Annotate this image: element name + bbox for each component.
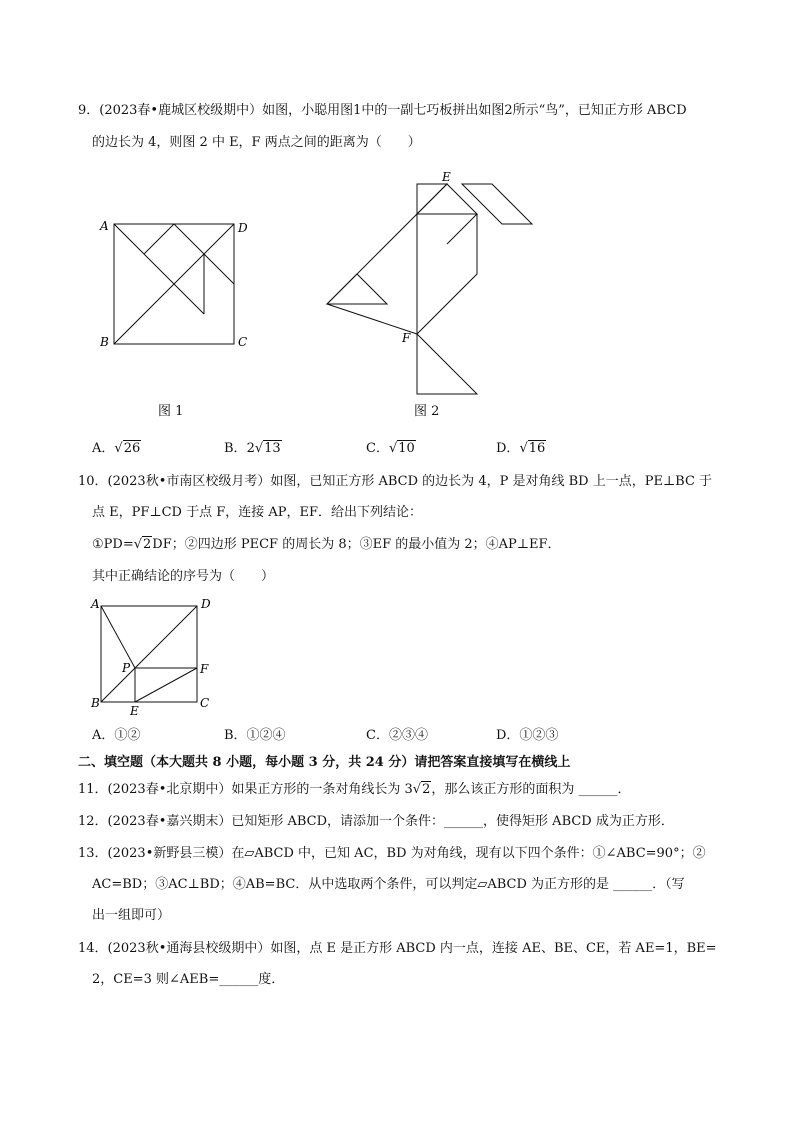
fig1-label-D: D — [238, 221, 248, 235]
q10-segment-ap — [101, 606, 135, 668]
q11-line: 11．(2023春•北京期中）如果正方形的一条对角线长为 3√2，那么该正方形的面积为 ______． — [78, 782, 631, 797]
q13-line3: 出一组即可） — [92, 908, 171, 923]
fig2-label-E: E — [442, 170, 451, 184]
q13-line2: AC=BD；③AC⊥BD；④AB=BC．从中选取两个条件，可以判定▱ABCD 为正方形的是 ______．（写 — [92, 877, 685, 892]
q13-line1: 13．(2023•新野县三模）在▱ABCD 中，已知 AC，BD 为对角线，现有以下四个条件：①∠ABC=90°；② — [78, 846, 706, 861]
q10-figure — [86, 596, 216, 718]
fig2-label-F: F — [402, 331, 411, 345]
q9-option-a: A．√26 — [92, 441, 141, 456]
q10-label-D: D — [201, 597, 211, 611]
q10-label-P: P — [122, 661, 131, 675]
q14-line1: 14．(2023秋•通海县校级期中）如图，点 E 是正方形 ABCD 内一点，连接 AE、BE、CE，若 AE=1，BE= — [78, 941, 717, 956]
q9-option-b: B．2√13 — [224, 441, 281, 456]
q9-option-d: D．√16 — [496, 441, 546, 456]
q10-line3: ①PD=√2DF；②四边形 PECF 的周长为 8；③EF 的最小值为 2；④AP⊥EF． — [92, 537, 561, 552]
q10-label-B: B — [91, 696, 100, 710]
q10-diagonal-bd — [101, 606, 197, 702]
q10-line2: 点 E，PF⊥CD 于点 F，连接 AP，EF．给出下列结论： — [92, 505, 423, 520]
q9-figure-1-caption: 图 1 — [158, 404, 184, 419]
fig1-label-B: B — [100, 335, 109, 349]
q14-line2: 2，CE=3 则∠AEB=______度． — [92, 972, 285, 987]
q10-option-b: B．①②④ — [224, 728, 286, 743]
q10-label-E: E — [130, 704, 139, 718]
q10-label-C: C — [200, 696, 210, 710]
q10-label-F: F — [200, 662, 209, 676]
q10-label-A: A — [91, 597, 100, 611]
q10-line4: 其中正确结论的序号为（ ） — [92, 569, 275, 584]
q9-line1: 9．(2023春•鹿城区校级期中）如图，小聪用图1中的一副七巧板拼出如图2所示“鸟”，已知正方形 ABCD — [78, 103, 687, 118]
fig1-label-C: C — [238, 335, 248, 349]
section-2-heading: 二、填空题（本大题共 8 小题，每小题 3 分，共 24 分）请把答案直接填写在横线上 — [78, 755, 571, 770]
q9-figure-2 — [320, 166, 540, 402]
bird-tail — [417, 334, 477, 394]
fig1-label-A: A — [100, 219, 109, 233]
q9-line2: 的边长为 4，则图 2 中 E，F 两点之间的距离为（ ） — [92, 135, 421, 150]
q9-figure-2-caption: 图 2 — [414, 404, 440, 419]
q10-option-c: C．②③④ — [366, 728, 428, 743]
q10-line1: 10．(2023秋•市南区校级月考）如图，已知正方形 ABCD 的边长为 4，P 是对角线 BD 上一点，PE⊥BC 于 — [78, 474, 713, 489]
q9-figure-1 — [96, 214, 256, 354]
q9-option-c: C．√10 — [366, 441, 415, 456]
q10-option-a: A．①② — [92, 728, 141, 743]
bird-body-left — [327, 214, 417, 334]
q10-option-d: D．①②③ — [496, 728, 559, 743]
q10-segment-ef — [135, 668, 197, 702]
q12-line: 12．(2023春•嘉兴期末）已知矩形 ABCD，请添加一个条件：______，使得矩形 ABCD 成为正方形． — [78, 814, 674, 829]
